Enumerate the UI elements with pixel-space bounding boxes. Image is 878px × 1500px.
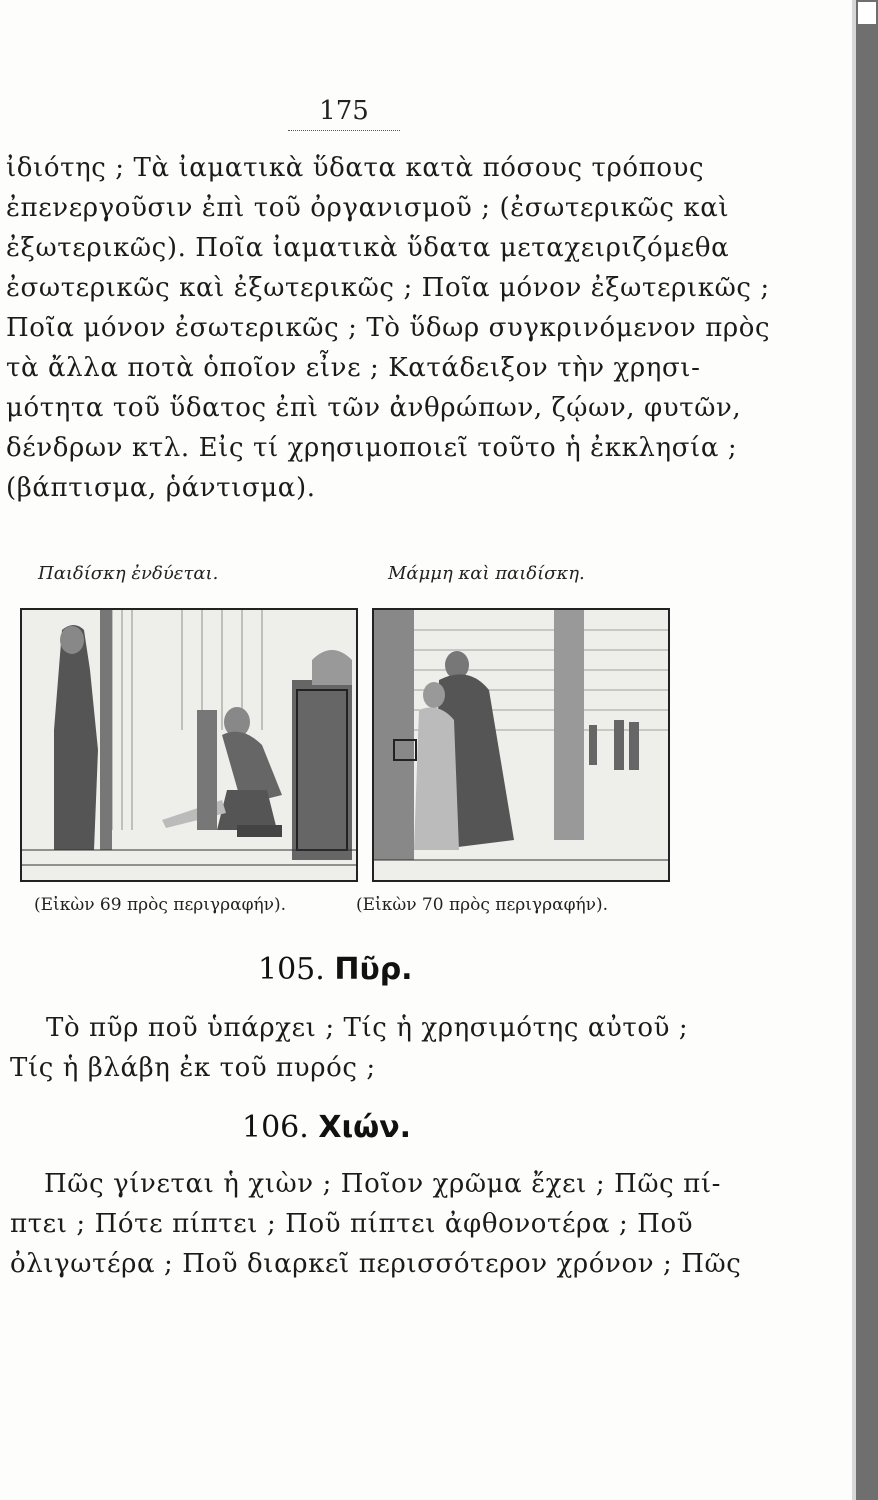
figure-69-caption: (Εἰκὼν 69 πρὸς περιγραφήν). [34,895,287,915]
text-line: δένδρων κτλ. Εἰς τί χρησιμοποιεῖ τοῦτο ἡ ἐκκλησία ; [6,433,738,463]
text-line: Πῶς γίνεται ἡ χιὼν ; Ποῖον χρῶμα ἔχει ; Πῶς πί- [44,1169,722,1199]
text-line: πτει ; Πότε πίπτει ; Ποῦ πίπτει ἀφθονοτέρα ; Ποῦ [10,1209,694,1239]
section-106-heading [242,1110,411,1145]
text-line: ὀλιγωτέρα ; Ποῦ διαρκεῖ περισσότερον χρόνον ; Πῶς [10,1249,742,1279]
text-line: ἐσωτερικῶς καὶ ἐξωτερικῶς ; Ποῖα μόνον ἐξωτερικῶς ; [6,273,770,303]
section-105-title: Πῦρ. [334,952,413,987]
figure-69-illustration [20,608,358,882]
section-105-heading [258,952,413,987]
section-105-text [10,1008,689,1088]
text-line: ἰδιότης ; Τὰ ἰαματικὰ ὕδατα κατὰ πόσους τρόπους [6,153,705,183]
page-fold-edge [852,0,856,1500]
paragraph-water-questions [6,148,771,508]
text-line: ἐξωτερικῶς). Ποῖα ἰαματικὰ ὕδατα μεταχειριζόμεθα [6,233,730,263]
text-line: μότητα τοῦ ὕδατος ἐπὶ τῶν ἀνθρώπων, ζῴων, φυτῶν, [6,393,742,423]
section-106-title: Χιών. [318,1110,412,1145]
text-line: Τὸ πῦρ ποῦ ὑπάρχει ; Τίς ἡ χρησιμότης αὐτοῦ ; [46,1013,689,1043]
girl-dressing-engraving [22,610,356,880]
page-number: 175 [288,96,400,131]
text-line: (βάπτισμα, ῥάντισμα). [6,473,316,503]
section-105-number: 105. [258,952,325,987]
grandmother-and-girl-engraving [374,610,668,880]
text-line: Τίς ἡ βλάβη ἐκ τοῦ πυρός ; [10,1053,376,1083]
text-line: ἐπενεργοῦσιν ἐπὶ τοῦ ὀργανισμοῦ ; (ἐσωτερικῶς καὶ [6,193,730,223]
text-line: Ποῖα μόνον ἐσωτερικῶς ; Τὸ ὕδωρ συγκρινόμενον πρὸς [6,313,771,343]
figure-70-caption: (Εἰκὼν 70 πρὸς περιγραφήν). [356,895,609,915]
figure-70-illustration [372,608,670,882]
figure-69-title: Παιδίσκη ἐνδύεται. [38,563,219,584]
scan-corner [858,2,876,24]
text-line: τὰ ἄλλα ποτὰ ὁποῖον εἶνε ; Κατάδειξον τὴν χρησι- [6,353,701,383]
section-106-text [10,1164,742,1284]
figure-70-title: Μάμμη καὶ παιδίσκη. [388,563,585,584]
section-106-number: 106. [242,1110,309,1145]
